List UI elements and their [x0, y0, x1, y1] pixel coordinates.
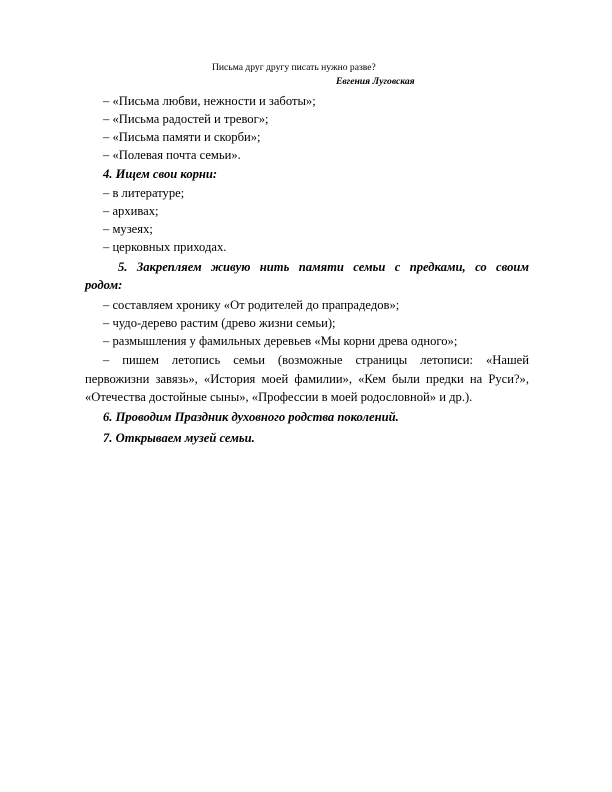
list-item: – составляем хронику «От родителей до прапрадедов»; — [103, 298, 400, 312]
section-4-heading: 4. Ищем свои корни: — [103, 167, 218, 181]
epigraph-text: Письма друг другу писать нужно разве? — [212, 62, 376, 73]
section-5-heading-cont: родом: — [85, 278, 123, 292]
list-item: – чудо-дерево растим (древо жизни семьи); — [103, 316, 336, 330]
section-5-heading: 5. Закрепляем живую нить памяти семьи с предками, со своим — [118, 260, 529, 274]
list-item: – «Письма любви, нежности и заботы»; — [103, 94, 316, 108]
chronicle-paragraph-line: «Отечества достойные сыны», «Профессии в моей родословной» и др.). — [85, 390, 473, 404]
list-item: – в литературе; — [103, 186, 185, 200]
list-item: – «Полевая почта семьи». — [103, 148, 241, 162]
chronicle-paragraph-line: первожизни завязь», «История моей фамилии», «Кем были предки на Руси?», — [85, 372, 529, 386]
list-item: – «Письма радостей и тревог»; — [103, 112, 269, 126]
list-item: – размышления у фамильных деревьев «Мы корни древа одного»; — [103, 334, 458, 348]
list-item: – «Письма памяти и скорби»; — [103, 130, 261, 144]
epigraph-author: Евгения Луговская — [336, 76, 415, 87]
section-7-heading: 7. Открываем музей семьи. — [103, 431, 255, 445]
section-6-heading: 6. Проводим Праздник духовного родства поколений. — [103, 410, 399, 424]
list-item: – церковных приходах. — [103, 240, 227, 254]
chronicle-paragraph-line: – пишем летопись семьи (возможные страницы летописи: «Нашей — [103, 353, 529, 367]
list-item: – музеях; — [103, 222, 153, 236]
list-item: – архивах; — [103, 204, 159, 218]
